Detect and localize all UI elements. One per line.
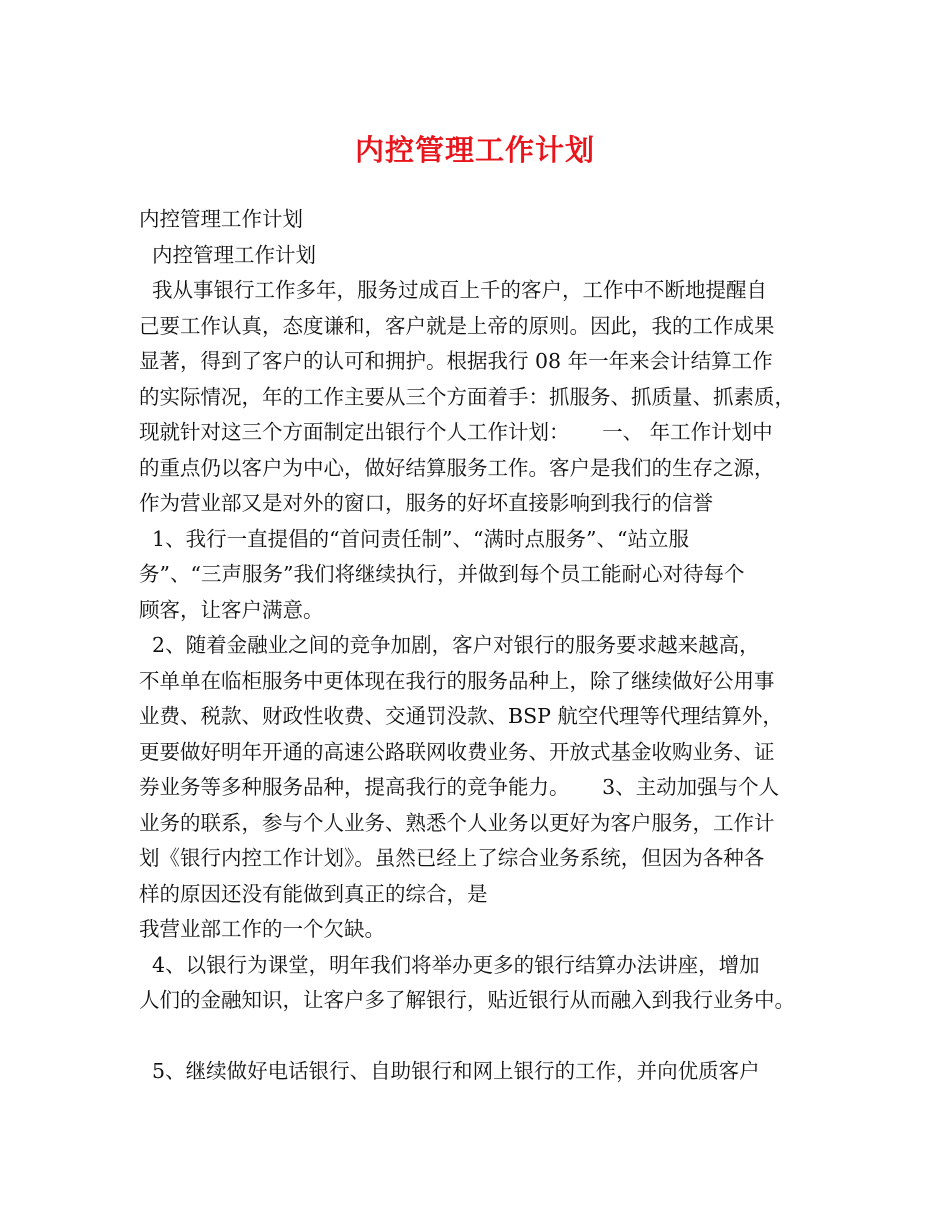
text-line: 2、随着金融业之间的竞争加剧，客户对银行的服务要求越来越高， bbox=[139, 633, 760, 657]
text-line: 务”、“三声服务”我们将继续执行，并做到每个员工能耐心对待每个 bbox=[139, 562, 745, 586]
text-line: 样的原因还没有能做到真正的综合，是 bbox=[139, 881, 488, 906]
text-line: 内控管理工作计划 bbox=[139, 207, 303, 231]
text-line: 5、继续做好电话银行、自助银行和网上银行的工作，并向优质客户 bbox=[139, 1059, 760, 1083]
text-line: 划《银行内控工作计划》。虽然已经上了综合业务系统，但因为各种各 bbox=[139, 846, 765, 870]
text-line: 己要工作认真，态度谦和，客户就是上帝的原则。因此，我的工作成果 bbox=[139, 313, 775, 338]
text-line: 4、以银行为课堂，明年我们将举办更多的银行结算办法讲座，增加 bbox=[139, 952, 760, 977]
text-line: 顾客，让客户满意。 bbox=[139, 597, 324, 622]
text-line: 作为营业部又是对外的窗口，服务的好坏直接影响到我行的信誉 bbox=[139, 491, 713, 515]
text-line: 券业务等多种服务品种，提高我行的竞争能力。 3、主动加强与个人 bbox=[139, 775, 780, 799]
text-line: 业务的联系，参与个人业务、熟悉个人业务以更好为客户服务，工作计 bbox=[139, 810, 775, 835]
text-line: 我营业部工作的一个欠缺。 bbox=[139, 917, 385, 941]
blank-line bbox=[139, 1019, 829, 1055]
text-line: 更要做好明年开通的高速公路联网收费业务、开放式基金收购业务、证 bbox=[139, 739, 775, 764]
text-line: 不单单在临柜服务中更体现在我行的服务品种上，除了继续做好公用事 bbox=[139, 668, 775, 693]
text-line: 内控管理工作计划 bbox=[139, 242, 317, 267]
document-title: 内控管理工作计划 bbox=[354, 133, 595, 167]
text-line: 现就针对这三个方面制定出银行个人工作计划： 一、 年工作计划中 bbox=[139, 420, 773, 444]
text-line: 的实际情况，年的工作主要从三个方面着手：抓服务、抓质量、抓素质， bbox=[139, 384, 795, 409]
text-line: 的重点仍以客户为中心，做好结算服务工作。客户是我们的生存之源， bbox=[139, 455, 775, 480]
document-body bbox=[139, 202, 829, 1090]
text-line: 我从事银行工作多年，服务过成百上千的客户，工作中不断地提醒自 bbox=[139, 278, 768, 302]
text-line: 显著，得到了客户的认可和拥护。根据我行 08 年一年来会计结算工作 bbox=[139, 349, 773, 373]
text-line: 人们的金融知识，让客户多了解银行，贴近银行从而融入到我行业务中。 bbox=[139, 988, 795, 1012]
text-line: 1、我行一直提倡的“首问责任制”、“满时点服务”、“站立服 bbox=[139, 526, 689, 551]
text-line: 业费、税款、财政性收费、交通罚没款、BSP 航空代理等代理结算外， bbox=[139, 704, 783, 728]
